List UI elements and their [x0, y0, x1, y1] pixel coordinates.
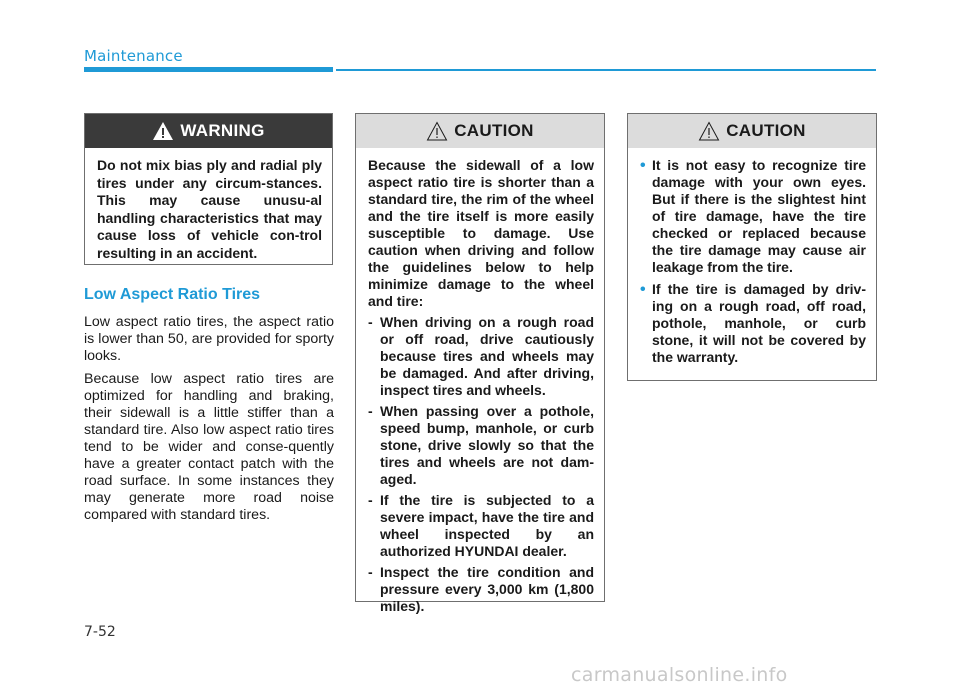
caution-list-1 — [368, 314, 594, 615]
list-item: - Inspect the tire condition and pressure every 3,000 km (1,800 miles). — [368, 564, 594, 615]
caution-intro: Because the sidewall of a low aspect ratio tire is shorter than a standard tire, the rim of the wheel and the tire itself is more easily susceptible to damage. Use caution when driving and follow the guidelines below to help minimize damage to the wheel and tire: — [368, 157, 594, 309]
low-aspect-paragraph-1: Low aspect ratio tires, the aspect ratio is lower than 50, are provided for sporty looks. — [84, 314, 334, 364]
warning-box — [84, 113, 333, 265]
warning-text: Do not mix bias ply and radial ply tires under any circum-stances. This may cause unusu-al handling characteristics that may cause loss of vehicle con-trol resulting in an accident. — [97, 157, 322, 261]
header-bar-thick — [84, 67, 333, 72]
warning-body — [85, 148, 332, 272]
warning-header — [85, 114, 332, 148]
caution-box-1 — [355, 113, 605, 614]
caution-body-1 — [356, 148, 604, 629]
caution-title-1: CAUTION — [454, 121, 534, 140]
caution-title-2: CAUTION — [726, 121, 806, 140]
caution-body-2 — [628, 148, 876, 381]
watermark: carmanualsonline.info — [571, 664, 788, 686]
caution-header-1 — [356, 114, 604, 148]
warning-triangle-icon — [152, 121, 174, 141]
list-item: - If the tire is subjected to a severe impact, have the tire and wheel inspected by an authorized HYUNDAI dealer. — [368, 492, 594, 560]
list-item: • It is not easy to recognize tire damage with your own eyes. But if there is the slightest hint of tire damage, have the tire checked or replaced because the tire damage may cause air leakage from the tire. — [640, 157, 866, 276]
caution-box-2 — [627, 113, 877, 381]
caution-triangle-icon — [698, 121, 720, 141]
caution-header-2 — [628, 114, 876, 148]
caution-triangle-icon — [426, 121, 448, 141]
low-aspect-heading: Low Aspect Ratio Tires — [84, 286, 261, 303]
header-bar-thin — [336, 69, 876, 71]
caution-list-2 — [640, 157, 866, 366]
page-number: 7-52 — [84, 624, 116, 640]
warning-title: WARNING — [180, 121, 265, 140]
section-title: Maintenance — [84, 47, 183, 65]
list-item: - When driving on a rough road or off road, drive cautiously because tires and wheels may be damaged. And after driving, inspect tires and wheels. — [368, 314, 594, 399]
list-item: - When passing over a pothole, speed bump, manhole, or curb stone, drive slowly so that the tires and wheels are not dam-aged. — [368, 403, 594, 488]
low-aspect-paragraph-2: Because low aspect ratio tires are optimized for handling and braking, their sidewall is a little stiffer than a standard tire. Also low aspect ratio tires tend to be wider and conse-quently have a greater contact patch with the road surface. In some instances they may generate more road noise compared with standard tires. — [84, 371, 334, 523]
list-item: • If the tire is damaged by driv-ing on a rough road, off road, pothole, manhole, or curb stone, it will not be covered by the warranty. — [640, 281, 866, 366]
